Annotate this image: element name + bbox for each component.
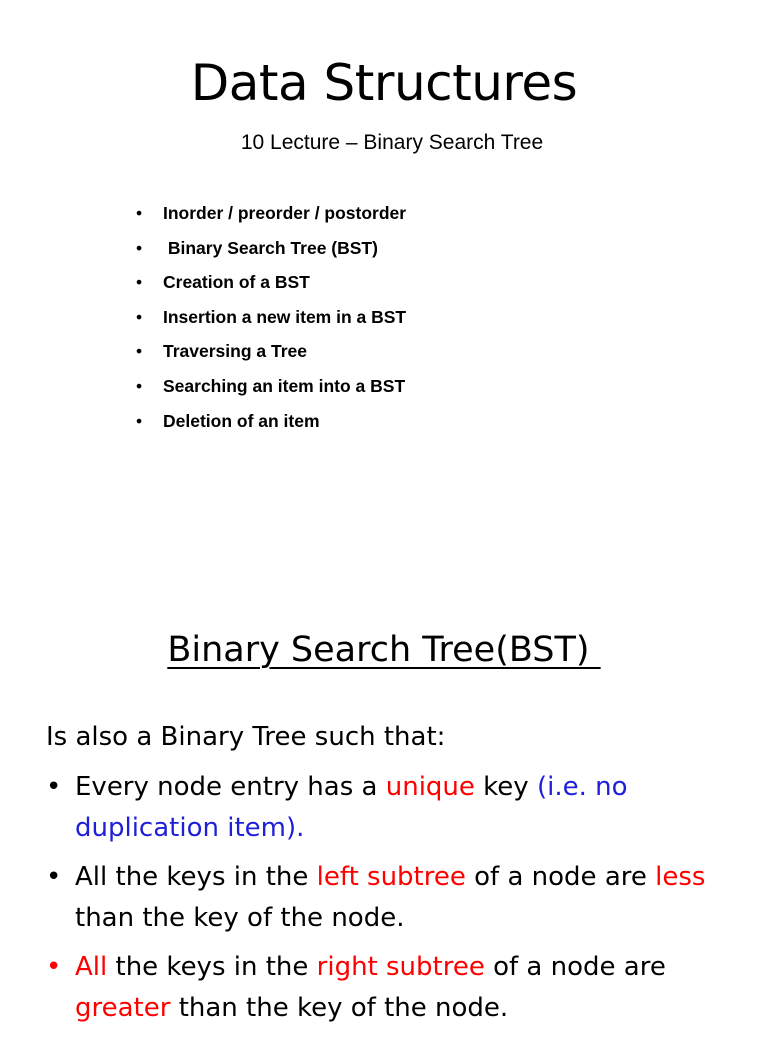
topic-text: Creation of a BST: [163, 272, 310, 293]
bullet-icon: •: [136, 272, 143, 293]
definition-text-segment: greater: [75, 992, 171, 1023]
definition-text-segment: than the key of the node.: [75, 902, 405, 933]
topic-text: Binary Search Tree (BST): [163, 237, 378, 258]
list-item: [130, 338, 406, 373]
bullet-icon: •: [46, 952, 62, 982]
definition-item: [46, 767, 746, 848]
topic-text: Searching an item into a BST: [163, 375, 406, 396]
definition-text-segment: of a node are: [465, 862, 656, 892]
intro-text: Is also a Binary Tree such that:: [46, 722, 446, 752]
list-item: [130, 373, 406, 408]
definition-text-segment: key: [474, 772, 537, 802]
topic-text: Traversing a Tree: [163, 341, 307, 362]
bullet-icon: •: [136, 203, 143, 223]
list-item: [130, 200, 406, 235]
bullet-icon: •: [46, 862, 62, 892]
slide-title: Data Structures: [190, 54, 578, 112]
section-heading: [0, 625, 768, 675]
definition-text-segment: unique: [385, 772, 475, 802]
section-heading-text: Binary Search Tree(BST): [167, 630, 601, 670]
definition-text-segment: All the keys in the: [75, 862, 317, 892]
topic-text: Deletion of an item: [163, 410, 320, 431]
definition-text-segment: Every node entry has a: [75, 772, 386, 802]
bullet-icon: •: [136, 410, 143, 431]
definition-text-segment: All: [75, 952, 108, 982]
bullet-icon: •: [136, 306, 143, 327]
definition-text-segment: than the key of the node.: [170, 992, 509, 1023]
slide-subtitle: 10 Lecture – Binary Search Tree: [240, 131, 544, 154]
definition-item: [46, 857, 746, 938]
topic-text: Insertion a new item in a BST: [163, 306, 407, 327]
definition-text-segment: the keys in the: [107, 952, 317, 982]
definition-text-segment: right subtree: [316, 952, 485, 982]
topic-text: Inorder / preorder / postorder: [163, 203, 407, 223]
list-item: [130, 235, 406, 270]
list-item: [130, 408, 406, 443]
definition-text-segment: less: [655, 862, 706, 892]
definition-item: [46, 947, 746, 1028]
bullet-icon: •: [136, 375, 143, 396]
definition-text-segment: of a node are: [484, 952, 666, 982]
definition-text-segment: left subtree: [316, 862, 466, 892]
bullet-icon: •: [136, 341, 143, 362]
bullet-icon: •: [136, 237, 143, 258]
definition-list: [46, 767, 746, 1037]
definition-text-segment: (i.e. no duplication item).: [75, 772, 628, 843]
topic-list: [130, 200, 406, 442]
bullet-icon: •: [46, 772, 62, 802]
list-item: [130, 304, 406, 339]
list-item: [130, 269, 406, 304]
